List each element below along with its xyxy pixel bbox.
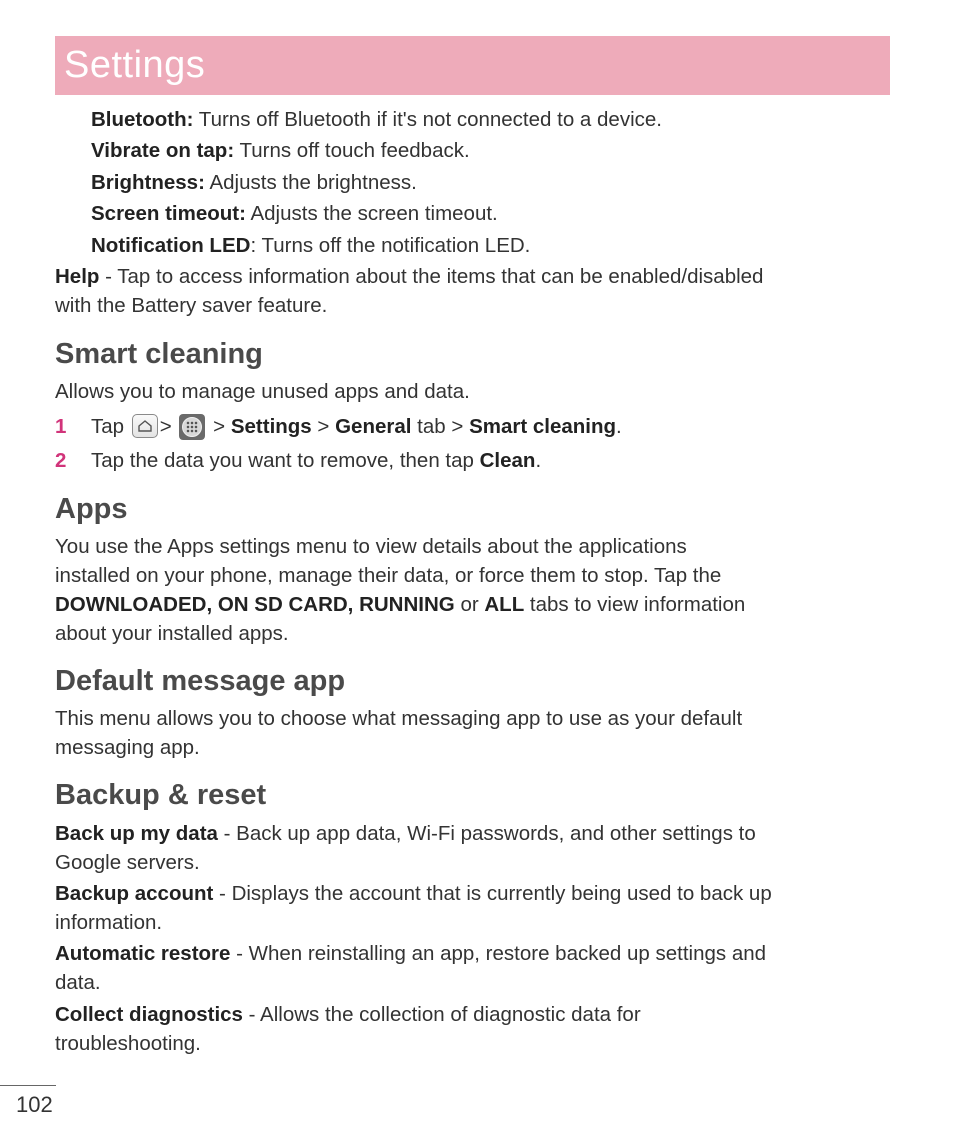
list-item <box>91 136 470 165</box>
smart-cleaning-heading: Smart cleaning <box>55 338 263 370</box>
step-sep: > <box>317 415 330 438</box>
apps-or: or <box>454 593 485 616</box>
help-line1: - Tap to access information about the items that can be enabled/disabled <box>99 265 764 288</box>
step-tap: Tap <box>91 415 125 438</box>
step-sep: > <box>159 415 172 438</box>
step-2-body: Tap the data you want to remove, then tap <box>91 449 480 472</box>
step-1-text <box>91 412 622 441</box>
list-item <box>91 199 498 228</box>
item-desc: Turns off Bluetooth if it's not connected to a device. <box>193 108 662 131</box>
item-term: Bluetooth: <box>91 108 194 131</box>
backup-term: Backup account <box>55 882 214 905</box>
smart-cleaning-intro: Allows you to manage unused apps and data. <box>55 380 470 403</box>
step-end: . <box>616 415 622 438</box>
tab-word: tab <box>417 415 446 438</box>
backup-desc: - Displays the account that is currently being used to back up <box>213 882 772 905</box>
step-end: . <box>535 449 542 472</box>
apps-heading: Apps <box>55 493 128 525</box>
list-item <box>91 168 417 197</box>
backup-desc: - Back up app data, Wi-Fi passwords, and other settings to <box>217 822 756 845</box>
default-message-line: messaging app. <box>55 736 200 759</box>
list-item <box>91 105 662 134</box>
item-term: Vibrate on tap: <box>91 139 235 162</box>
backup-desc: - When reinstalling an app, restore backed up settings and <box>230 942 767 965</box>
item-term: Brightness: <box>91 171 205 194</box>
default-message-line: This menu allows you to choose what messaging app to use as your default <box>55 707 743 730</box>
backup-term: Automatic restore <box>55 942 231 965</box>
general-label: General <box>335 415 412 438</box>
clean-label: Clean <box>479 449 536 472</box>
default-message-heading: Default message app <box>55 665 346 697</box>
backup-desc: - Allows the collection of diagnostic data for <box>242 1003 641 1026</box>
item-desc: Adjusts the screen timeout. <box>245 202 498 225</box>
settings-label: Settings <box>230 415 312 438</box>
apps-all-label: ALL <box>484 593 525 616</box>
home-icon <box>132 414 158 438</box>
step-number: 2 <box>55 449 67 472</box>
apps-rest: tabs to view information <box>524 593 746 616</box>
apps-line: about your installed apps. <box>55 622 289 645</box>
item-desc: Adjusts the brightness. <box>204 171 417 194</box>
apps-line: You use the Apps settings menu to view details about the applications <box>55 535 687 558</box>
backup-desc-cont: troubleshooting. <box>55 1032 201 1055</box>
apps-line: installed on your phone, manage their data, or force them to stop. Tap the <box>55 564 722 587</box>
apps-icon <box>179 414 205 440</box>
step-2-text <box>91 446 541 475</box>
backup-item <box>55 939 766 968</box>
backup-desc-cont: information. <box>55 911 163 934</box>
help-line2: with the Battery saver feature. <box>55 294 328 317</box>
backup-term: Collect diagnostics <box>55 1003 243 1026</box>
section-banner <box>55 36 890 95</box>
apps-line <box>55 590 745 619</box>
step-number: 1 <box>55 415 67 438</box>
page-title: Settings <box>64 44 206 86</box>
backup-term: Back up my data <box>55 822 218 845</box>
step-sep: > <box>213 415 226 438</box>
apps-tabs-label: DOWNLOADED, ON SD CARD, RUNNING <box>55 593 455 616</box>
backup-item <box>55 1000 641 1029</box>
backup-heading: Backup & reset <box>55 779 267 811</box>
list-item <box>91 231 530 260</box>
help-paragraph <box>55 262 763 291</box>
item-desc: Turns off touch feedback. <box>234 139 470 162</box>
item-desc: : Turns off the notification LED. <box>250 234 531 257</box>
item-term: Screen timeout: <box>91 202 246 225</box>
footer-divider <box>0 1085 56 1086</box>
backup-item <box>55 879 772 908</box>
page-number: 102 <box>16 1092 53 1117</box>
step-sep: > <box>451 415 464 438</box>
item-term: Notification LED <box>91 234 251 257</box>
backup-item <box>55 819 756 848</box>
backup-desc-cont: data. <box>55 971 101 994</box>
smart-cleaning-label: Smart cleaning <box>469 415 617 438</box>
backup-desc-cont: Google servers. <box>55 851 200 874</box>
help-term: Help <box>55 265 100 288</box>
